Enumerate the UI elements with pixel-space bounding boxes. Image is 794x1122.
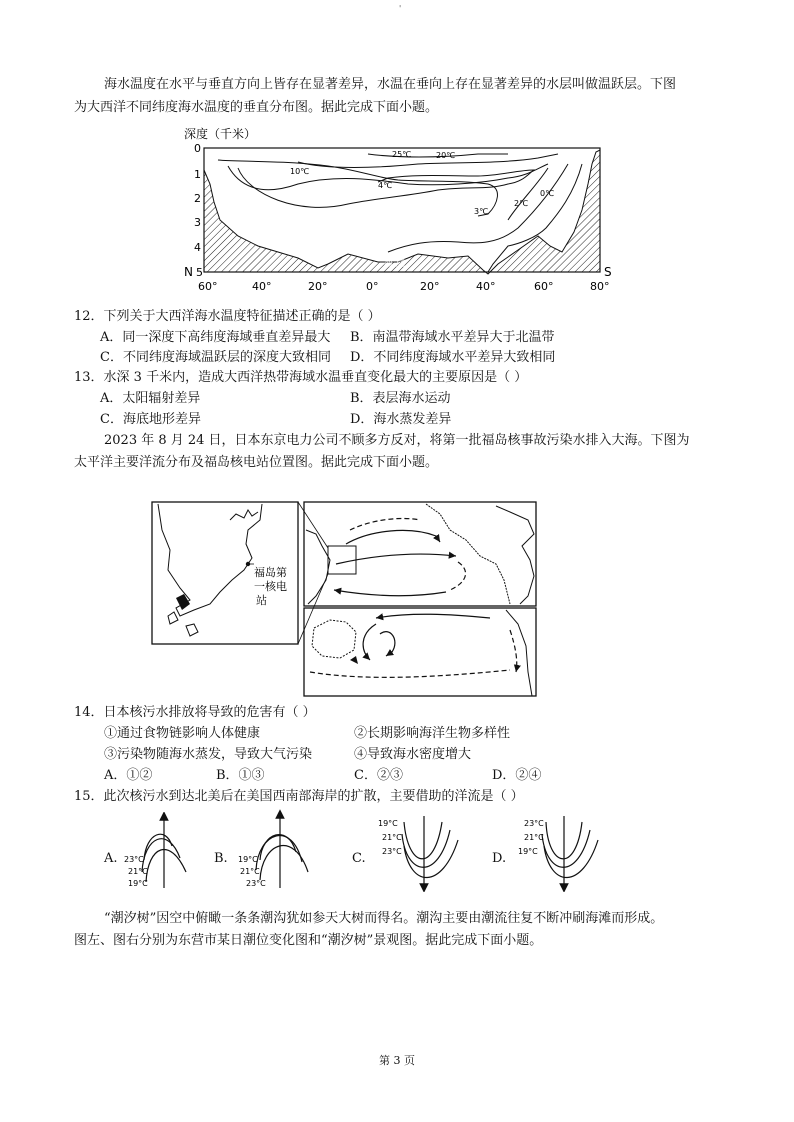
intro1-line1: 海水温度在水平与垂直方向上皆存在显著差异，水温在垂向上存在显著差异的水层叫做温跃层。下图 <box>104 77 677 92</box>
q14-option-a: A．①② <box>104 768 153 783</box>
station-label-line1: 福岛第 <box>254 566 287 579</box>
q13-option-a: A．太阳辐射差异 <box>100 391 201 406</box>
q15-c-label-1: 19°C <box>378 819 398 828</box>
isotherm-20: 20℃ <box>436 151 456 160</box>
q15-a-label-1: 23°C <box>124 855 144 864</box>
q15-option-d-label: D. <box>492 851 507 866</box>
sea-floor-label: 海 底 <box>384 259 405 269</box>
depth-tick-5: 5 <box>196 266 203 279</box>
isotherm-2: 2℃ <box>514 199 529 208</box>
q12-option-a: A．同一深度下高纬度海域垂直差异最大 <box>100 330 331 345</box>
depth-tick-0: 0 <box>194 142 201 155</box>
q15-d-label-2: 21°C <box>524 833 544 842</box>
sea-floor <box>204 150 600 274</box>
q15-c-label-3: 23°C <box>382 847 402 856</box>
q15-option-c-label: C. <box>352 851 366 866</box>
q15-option-b-label: B. <box>214 851 228 866</box>
page-number: 第 3 页 <box>379 1054 415 1067</box>
q14-statement-2: ②长期影响海洋生物多样性 <box>354 726 511 741</box>
lat-tick-5: 40° <box>476 280 496 293</box>
intro2-line2: 太平洋主要洋流分布及福岛核电站位置图。据此完成下面小题。 <box>74 455 439 470</box>
q14-statement-1: ①通过食物链影响人体健康 <box>104 726 261 741</box>
q15-option-a-label: A. <box>104 851 118 866</box>
header-mark: ' <box>399 4 402 13</box>
q14-statement-3: ③污染物随海水蒸发，导致大气污染 <box>104 747 313 762</box>
q15-a-label-2: 21°C <box>128 867 148 876</box>
q13-option-d: D．海水蒸发差异 <box>350 412 452 427</box>
depth-axis-title: 深度（千米） <box>184 127 257 141</box>
q15-option-a-isotherms <box>120 812 200 892</box>
q14-statement-4: ④导致海水密度增大 <box>354 747 472 762</box>
depth-tick-3: 3 <box>194 216 201 229</box>
q15-b-label-3: 23°C <box>246 879 266 888</box>
isotherm-0: 0℃ <box>540 189 555 198</box>
lat-tick-6: 60° <box>534 280 554 293</box>
q15-a-label-3: 19°C <box>128 879 148 888</box>
q13-stem: 13．水深 3 千米内，造成大西洋热带海域水温垂直变化最大的主要原因是（ ） <box>74 370 528 385</box>
q15-d-label-1: 23°C <box>524 819 544 828</box>
q12-option-c: C．不同纬度海域温跃层的深度大致相同 <box>100 350 331 365</box>
q15-option-c-isotherms <box>372 812 472 892</box>
intro3-line2: 图左、图右分别为东营市某日潮位变化图和“潮汐树”景观图。据此完成下面小题。 <box>74 933 543 948</box>
north-end-label: N <box>184 265 193 279</box>
intro2-line1: 2023 年 8 月 24 日，日本东京电力公司不顾多方反对，将第一批福岛核事故污染水排入大海。下图为 <box>104 433 690 448</box>
isotherm-3: 3℃ <box>474 207 489 216</box>
station-label-line3: 站 <box>256 594 267 607</box>
q12-option-d: D．不同纬度海域水平差异大致相同 <box>350 350 556 365</box>
q15-b-label-2: 21°C <box>240 867 260 876</box>
south-end-label: S <box>604 265 612 279</box>
q14-option-c: C．②③ <box>354 768 403 783</box>
q14-option-b: B．①③ <box>216 768 265 783</box>
q13-option-c: C．海底地形差异 <box>100 412 201 427</box>
q15-option-b-isotherms <box>232 808 322 892</box>
q15-c-label-2: 21°C <box>382 833 402 842</box>
q15-d-label-3: 19°C <box>518 847 538 856</box>
depth-tick-1: 1 <box>194 168 201 181</box>
pacific-currents-map <box>150 500 540 698</box>
depth-tick-4: 4 <box>194 241 201 254</box>
lat-tick-4: 20° <box>420 280 440 293</box>
lat-tick-1: 40° <box>252 280 272 293</box>
lat-tick-0: 60° <box>198 280 218 293</box>
depth-tick-2: 2 <box>194 192 201 205</box>
lat-tick-2: 20° <box>308 280 328 293</box>
q13-option-b: B．表层海水运动 <box>350 391 451 406</box>
q15-b-label-1: 19°C <box>238 855 258 864</box>
q15-stem: 15．此次核污水到达北美后在美国西南部海岸的扩散，主要借助的洋流是（ ） <box>74 789 524 804</box>
intro1-line2: 为大西洋不同纬度海水温度的垂直分布图。据此完成下面小题。 <box>74 100 439 115</box>
atlantic-temperature-figure <box>178 124 618 296</box>
lat-tick-7: 80° <box>590 280 610 293</box>
isotherm-4: 4℃ <box>378 181 393 190</box>
q14-option-d: D．②④ <box>492 768 542 783</box>
q12-option-b: B．南温带海域水平差异大于北温带 <box>350 330 555 345</box>
lat-tick-3: 0° <box>366 280 379 293</box>
q12-stem: 12．下列关于大西洋海水温度特征描述正确的是（ ） <box>74 309 381 324</box>
intro3-line1: “潮汐树”因空中俯瞰一条条潮沟犹如参天大树而得名。潮沟主要由潮流往复不断冲刷海滩而形成。 <box>104 911 664 926</box>
isotherm-10: 10℃ <box>290 167 310 176</box>
isotherm-25: 25℃ <box>392 150 412 159</box>
station-label-line2: 一核电 <box>254 580 287 593</box>
q14-stem: 14．日本核污水排放将导致的危害有（ ） <box>74 705 316 720</box>
q15-option-d-isotherms <box>508 812 608 892</box>
